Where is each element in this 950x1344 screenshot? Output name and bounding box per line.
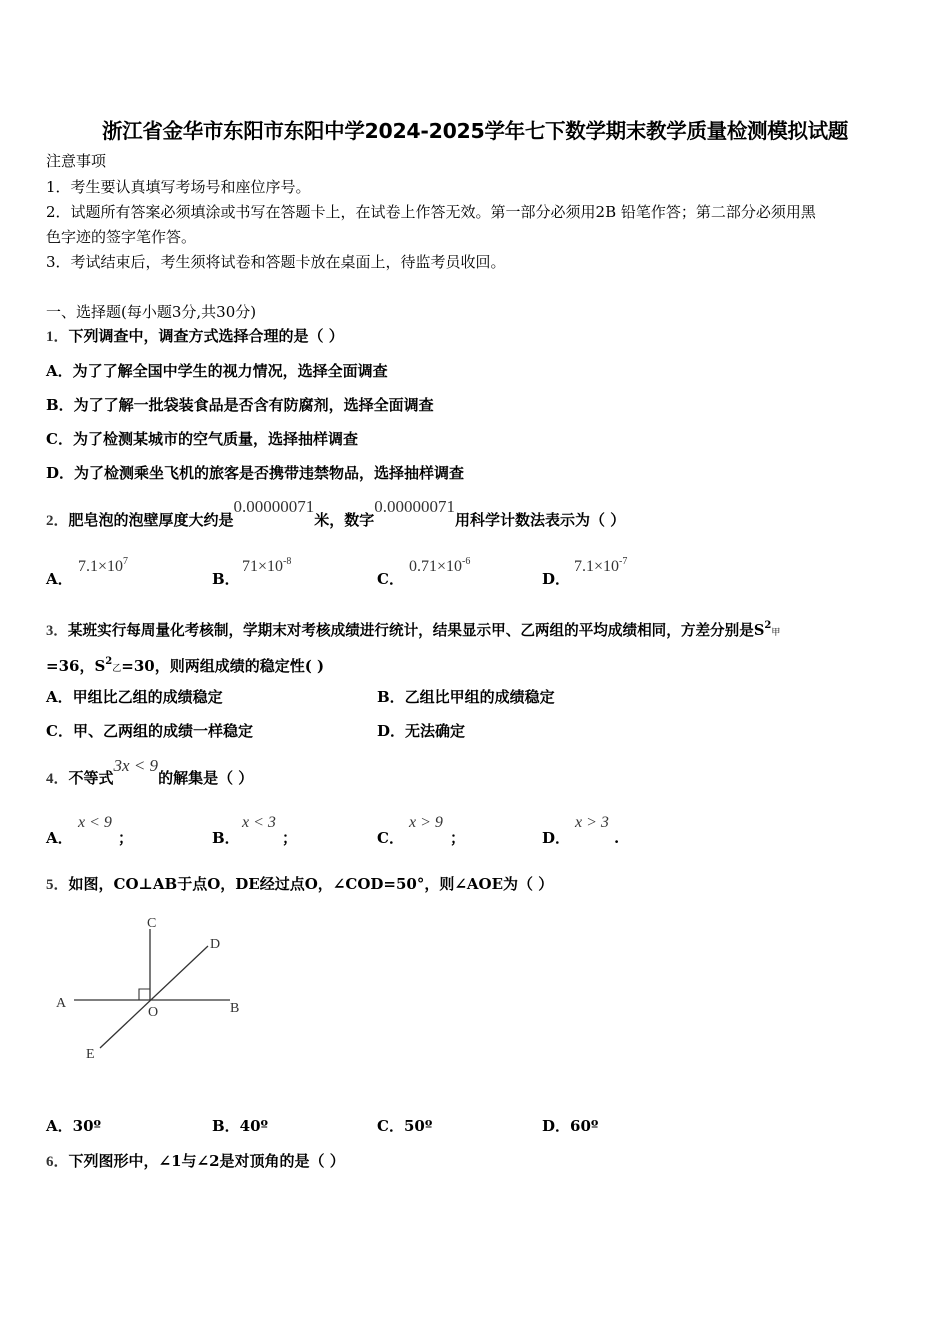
q1-option-b: B．为了了解一批袋装食品是否含有防腐剂，选择全面调查 [46, 396, 434, 414]
question-number: 5． [46, 877, 69, 893]
superscript: 2 [764, 620, 772, 631]
question-1 [46, 326, 344, 347]
subscript: 乙 [112, 664, 122, 674]
q1-option-d: D．为了检测乘坐飞机的旅客是否携带违禁物品，选择抽样调查 [46, 464, 465, 482]
notice-item-1: 1．考生要认真填写考场号和座位序号。 [46, 178, 311, 196]
question-stem: 如图，CO⊥AB于点O，DE经过点O，∠COD=50°，则∠AOE为（ ） [68, 875, 554, 893]
exponent: 7 [123, 556, 129, 567]
exponent: -7 [619, 556, 628, 567]
mantissa: 7.1×10 [78, 558, 124, 575]
q2-option-d-value [574, 556, 627, 576]
q3-option-b: B．乙组比甲组的成绩稳定 [377, 688, 555, 706]
q2-option-a-value [78, 556, 128, 576]
q2-option-b-label: B． [212, 570, 240, 588]
exponent: -8 [283, 556, 292, 567]
section-heading: 一、选择题(每小题3分,共30分) [46, 303, 257, 321]
notice-item-3: 3．考试结束后，考生须将试卷和答题卡放在桌面上，待监考员收回。 [46, 253, 506, 271]
notice-heading: 注意事项 [46, 152, 107, 170]
question-stem-part: =30，则两组成绩的稳定性( ) [121, 657, 325, 675]
question-stem-part: 用科学计数法表示为（ ） [455, 511, 626, 529]
q1-option-a: A．为了了解全国中学生的视力情况，选择全面调查 [46, 362, 388, 380]
q5-option-b: B．40º [212, 1117, 269, 1135]
q4-option-c-label: C． [377, 829, 404, 847]
q2-option-d-label: D． [542, 570, 571, 588]
q4-option-a-label: A． [46, 829, 73, 847]
label-o: O [148, 1005, 159, 1020]
q4-option-a-end: ； [118, 829, 134, 847]
q2-option-b-value [242, 556, 291, 576]
question-stem-part: =36，S [46, 657, 106, 675]
inequality: 3x < 9 [113, 756, 159, 775]
exponent: -6 [462, 556, 471, 567]
subscript: 甲 [771, 628, 781, 638]
label-b: B [230, 1001, 240, 1016]
notice-item-2a: 2．试题所有答案必须填涂或书写在答题卡上，在试卷上作答无效。第一部分必须用2B 铅笔作答；第二部分必须用黑 [46, 203, 816, 221]
q4-option-d-value: x > 3 [575, 814, 609, 831]
q4-option-c-end: ； [450, 829, 466, 847]
mantissa: 7.1×10 [574, 558, 620, 575]
geometry-figure [50, 908, 250, 1068]
label-d: D [210, 937, 221, 952]
notice-item-2b: 色字迹的签字笔作答。 [46, 228, 197, 246]
mantissa: 71×10 [242, 558, 284, 575]
question-5 [46, 874, 553, 895]
question-stem-part: 不等式 [68, 769, 114, 787]
right-angle-mark [139, 989, 150, 1000]
question-stem: 下列图形中，∠1与∠2是对顶角的是（ ） [68, 1152, 345, 1170]
q4-option-d-label: D． [542, 829, 571, 847]
question-number: 2． [46, 513, 69, 529]
label-a: A [56, 996, 67, 1011]
question-stem-part: 的解集是（ ） [158, 769, 254, 787]
q5-option-a: A．30º [46, 1117, 102, 1135]
question-stem-part: 肥皂泡的泡壁厚度大约是 [68, 511, 234, 529]
q4-option-b-label: B． [212, 829, 240, 847]
q4-option-d-end: . [614, 829, 620, 847]
question-3 [46, 616, 780, 643]
question-4 [46, 756, 254, 789]
q2-option-c-value [409, 556, 470, 576]
label-c: C [147, 916, 157, 931]
line-de [100, 946, 208, 1048]
q3-option-a: A．甲组比乙组的成绩稳定 [46, 688, 223, 706]
page-title: 浙江省金华市东阳市东阳中学2024-2025学年七下数学期末教学质量检测模拟试题 [101, 119, 849, 143]
q5-option-c: C．50º [377, 1117, 433, 1135]
q2-option-c-label: C． [377, 570, 404, 588]
question-2 [46, 497, 626, 531]
question-stem-part: 米，数字 [314, 511, 375, 529]
mantissa: 0.71×10 [409, 558, 463, 575]
q2-option-a-label: A． [46, 570, 73, 588]
q4-option-b-value: x < 3 [242, 814, 276, 831]
q1-option-c: C．为了检测某城市的空气质量，选择抽样调查 [46, 430, 358, 448]
q4-option-c-value: x > 9 [409, 814, 443, 831]
superscript: 2 [105, 656, 113, 667]
q3-option-c: C．甲、乙两组的成绩一样稳定 [46, 722, 253, 740]
q4-option-b-end: ； [282, 829, 298, 847]
question-3-cont [46, 652, 324, 679]
question-6 [46, 1151, 345, 1172]
decimal-value: 0.00000071 [374, 497, 456, 516]
q5-option-d: D．60º [542, 1117, 599, 1135]
question-stem-part: 某班实行每周量化考核制，学期末对考核成绩进行统计，结果显示甲、乙两组的平均成绩相同，方差分别是S [67, 622, 765, 639]
decimal-value: 0.00000071 [233, 497, 315, 516]
question-number: 4． [46, 771, 69, 787]
question-number: 6． [46, 1154, 69, 1170]
q3-option-d: D．无法确定 [377, 722, 466, 740]
question-number: 1． [46, 329, 69, 345]
question-number: 3． [46, 623, 68, 639]
label-e: E [86, 1047, 95, 1062]
question-stem: 下列调查中，调查方式选择合理的是（ ） [68, 327, 344, 345]
q4-option-a-value: x < 9 [78, 814, 112, 831]
